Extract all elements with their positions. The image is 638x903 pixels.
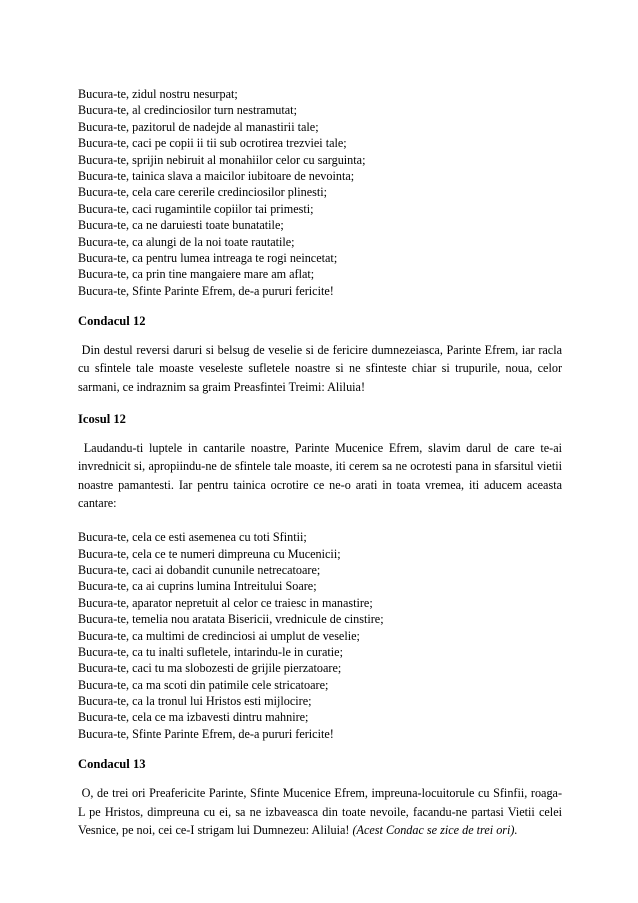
hymn-line: Bucura-te, ca multimi de credinciosi ai umplut de veselie; (78, 628, 360, 643)
hymn-line: Bucura-te, ca ma scoti din patimile cele stricatoare; (78, 677, 329, 692)
hymn-line: Bucura-te, temelia nou aratata Bisericii, vrednicule de cinstire; (78, 612, 384, 627)
hymn-line: Bucura-te, cela ce te numeri dimpreuna cu Mucenicii; (78, 546, 341, 561)
hymn-line: Bucura-te, ca ne daruiesti toate bunatatile; (78, 218, 284, 233)
hymn-line: Bucura-te, zidul nostru nesurpat; (78, 87, 238, 101)
hymn-line: Bucura-te, ca prin tine mangaiere mare am aflat; (78, 267, 315, 282)
icos-12-text: Laudandu-ti luptele in cantarile noastre, Parinte Mucenice Efrem, slavim darul de care te-ai invrednicit si, apropiindu-ne de sfintele tale moaste, iti cerem sa ne ocrotesti pana in sfarsitul vietii noastre pamantesti. Iar pentru tainica ocrotire ce ne-o arati in toata vremea, iti aducem aceasta cantare: (78, 440, 562, 510)
hymn-lines-2 (78, 529, 562, 742)
hymn-line: Bucura-te, pazitorul de nadejde al manastirii tale; (78, 119, 319, 134)
hymn-line: Bucura-te, ca tu inalti sufletele, intarindu-le in curatie; (78, 644, 343, 659)
hymn-line: Bucura-te, caci rugamintile copiilor tai primesti; (78, 201, 314, 216)
hymn-line: Bucura-te, ca pentru lumea intreaga te rogi neincetat; (78, 250, 338, 265)
hymn-line: Bucura-te, caci tu ma slobozesti de grijile pierzatoare; (78, 661, 342, 676)
hymn-lines-1 (78, 86, 562, 299)
hymn-line: Bucura-te, caci pe copii ii tii sub ocrotirea trezviei tale; (78, 136, 347, 151)
condac-13-note: (Acest Condac se zice de trei ori). (352, 822, 518, 837)
hymn-line: Bucura-te, Sfinte Parinte Efrem, de-a pururi fericite! (78, 283, 334, 298)
hymn-line: Bucura-te, cela care cererile credinciosilor plinesti; (78, 185, 328, 200)
hymn-line: Bucura-te, cela ce esti asemenea cu toti Sfintii; (78, 530, 307, 545)
hymn-line: Bucura-te, caci ai dobandit cununile netrecatoare; (78, 562, 321, 577)
hymn-line: Bucura-te, ca ai cuprins lumina Intreitului Soare; (78, 579, 317, 594)
hymn-line: Bucura-te, al credinciosilor turn nestramutat; (78, 103, 297, 118)
condac-12-heading: Condacul 12 (78, 314, 146, 329)
hymn-line: Bucura-te, Sfinte Parinte Efrem, de-a pururi fericite! (78, 726, 334, 741)
icos-12-heading: Icosul 12 (78, 411, 126, 426)
hymn-line: Bucura-te, aparator nepretuit al celor ce traiesc in manastire; (78, 595, 373, 610)
hymn-line: Bucura-te, cela ce ma izbavesti dintru mahnire; (78, 710, 309, 725)
hymn-line: Bucura-te, ca alungi de la noi toate rautatile; (78, 234, 295, 249)
hymn-line: Bucura-te, tainica slava a maicilor iubitoare de nevointa; (78, 168, 355, 183)
hymn-line: Bucura-te, sprijin nebiruit al monahiilor celor cu sarguinta; (78, 152, 366, 167)
hymn-line: Bucura-te, ca la tronul lui Hristos esti mijlocire; (78, 694, 312, 709)
condac-12-text: Din destul reversi daruri si belsug de veselie si de fericire dumnezeiasca, Parinte Efrem, iar racla cu sfintele tale moaste veseleste sufletele noastre si ne sfinteste chiar si trupurile, noua, celor sarmani, ce indraznim sa graim Preasfintei Treimi: Aliluia! (78, 343, 562, 394)
condac-13-text: O, de trei ori Preafericite Parinte, Sfinte Mucenice Efrem, impreuna-locuitorule cu Sfinfii, roaga-L pe Hristos, dimpreuna cu ei, sa ne izbaveasca din toate nevoile, facandu-ne partasi Vietii celei Vesnice, pe noi, cei ce-I strigam lui Dumnezeu: Aliluia! (Acest Condac se zice de trei ori). (78, 786, 563, 837)
document-page (78, 86, 562, 839)
condac-13-heading: Condacul 13 (78, 757, 146, 772)
